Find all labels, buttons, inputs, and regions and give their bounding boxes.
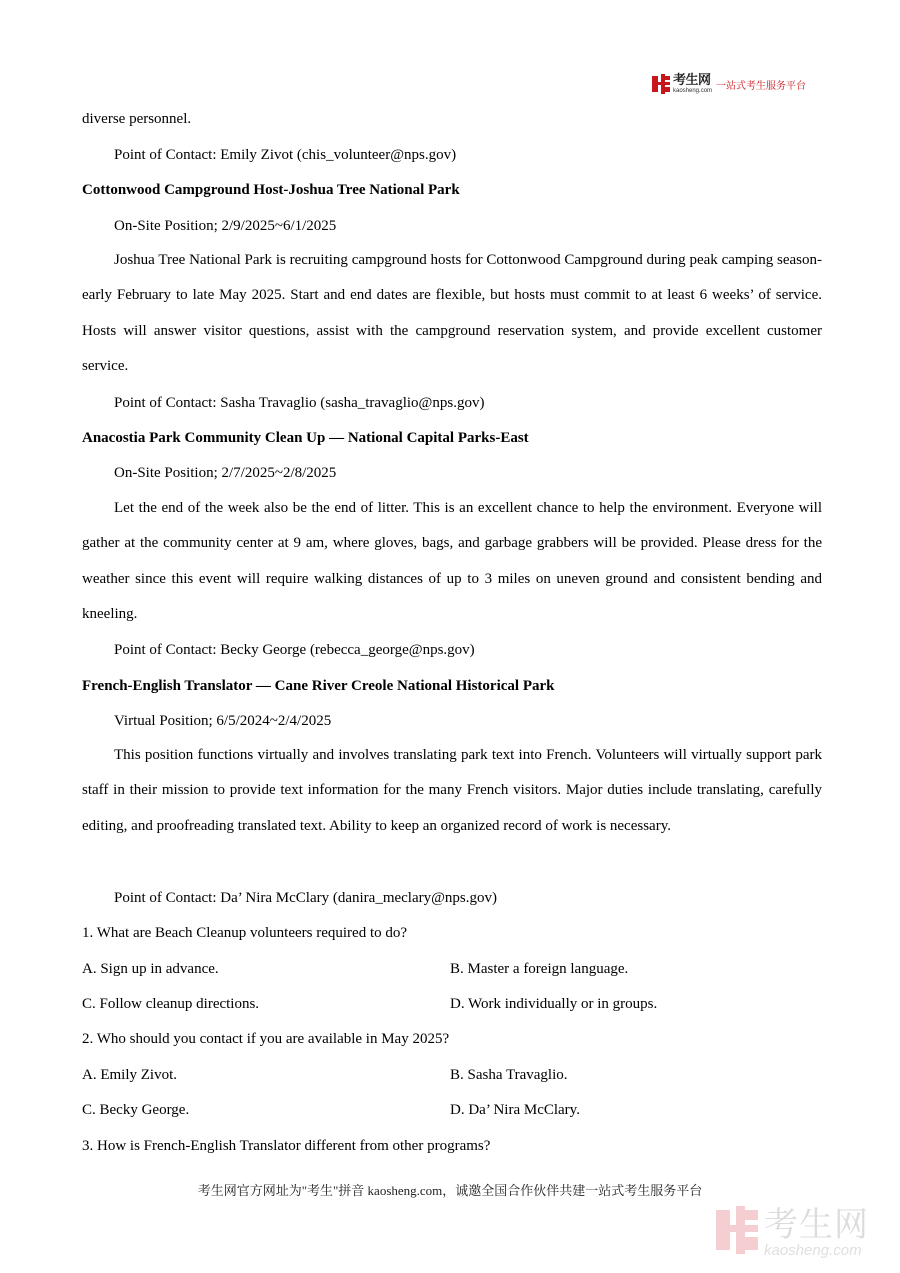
option-c: C. Becky George. xyxy=(82,1102,190,1118)
watermark-en: kaosheng.com xyxy=(764,1241,862,1259)
contact-line: Point of Contact: Emily Zivot (chis_volunteer@nps.gov) xyxy=(114,147,457,163)
header-logo[interactable] xyxy=(652,73,806,95)
header-slogan: 一站式考生服务平台 xyxy=(716,80,807,92)
section-title: French-English Translator — Cane River Creole National Historical Park xyxy=(82,678,555,694)
position-line: On-Site Position; 2/7/2025~2/8/2025 xyxy=(114,465,337,481)
footer-text: 考生网官方网址为"考生"拼音 kaosheng.com，诚邀全国合作伙伴共建一站式考生服务平台 xyxy=(197,1183,703,1198)
question-2: 2. Who should you contact if you are available in May 2025? xyxy=(82,1031,450,1047)
description-paragraph: Joshua Tree National Park is recruiting campground hosts for Cottonwood Campground during peak camping season-early February to late May 2025. Start and end dates are flexible, but hosts must commit to at least 6 weeks’ of service. Hosts will answer visitor questions, assist with the campground reservation system, and provide excellent customer service. xyxy=(82,252,822,375)
question-1: 1. What are Beach Cleanup volunteers required to do? xyxy=(82,925,408,941)
kaosheng-logo-icon xyxy=(652,74,670,94)
kaosheng-watermark-icon xyxy=(716,1206,758,1259)
watermark-logo xyxy=(716,1206,869,1259)
option-b: B. Sasha Travaglio. xyxy=(450,1067,568,1083)
option-a: A. Emily Zivot. xyxy=(82,1067,177,1083)
description-paragraph: Let the end of the week also be the end of litter. This is an excellent chance to help the environment. Everyone will gather at the community center at 9 am, where gloves, bags, and garbage grabbers will be provided. Please dress for the weather since this event will require walking distances of up to 3 miles on uneven ground and consistent bending and kneeling. xyxy=(82,500,822,623)
text-line: diverse personnel. xyxy=(82,111,192,127)
option-a: A. Sign up in advance. xyxy=(82,961,219,977)
header-brand xyxy=(673,74,712,94)
description-paragraph: This position functions virtually and involves translating park text into French. Volunteers will virtually support park staff in their mission to provide text information for the many French visitors. Major duties include translating, carefully editing, and proofreading translated text. Ability to keep an organized record of work is necessary. xyxy=(82,747,822,834)
header-brand-cn: 考生网 xyxy=(673,73,711,88)
position-line: On-Site Position; 2/9/2025~6/1/2025 xyxy=(114,218,337,234)
option-d: D. Work individually or in groups. xyxy=(450,996,658,1012)
contact-line: Point of Contact: Da’ Nira McClary (danira_meclary@nps.gov) xyxy=(114,890,498,906)
position-line: Virtual Position; 6/5/2024~2/4/2025 xyxy=(114,713,332,729)
question-3: 3. How is French-English Translator different from other programs? xyxy=(82,1138,491,1154)
contact-line: Point of Contact: Becky George (rebecca_george@nps.gov) xyxy=(114,642,475,658)
header-brand-en: kaosheng.com xyxy=(673,88,713,94)
option-d: D. Da’ Nira McClary. xyxy=(450,1102,580,1118)
contact-line: Point of Contact: Sasha Travaglio (sasha_travaglio@nps.gov) xyxy=(114,395,485,411)
option-b: B. Master a foreign language. xyxy=(450,961,629,977)
watermark-text xyxy=(764,1204,869,1259)
section-title: Anacostia Park Community Clean Up — National Capital Parks-East xyxy=(82,430,529,446)
section-title: Cottonwood Campground Host-Joshua Tree National Park xyxy=(82,182,460,198)
option-c: C. Follow cleanup directions. xyxy=(82,996,260,1012)
watermark-cn: 考生网 xyxy=(764,1204,869,1245)
